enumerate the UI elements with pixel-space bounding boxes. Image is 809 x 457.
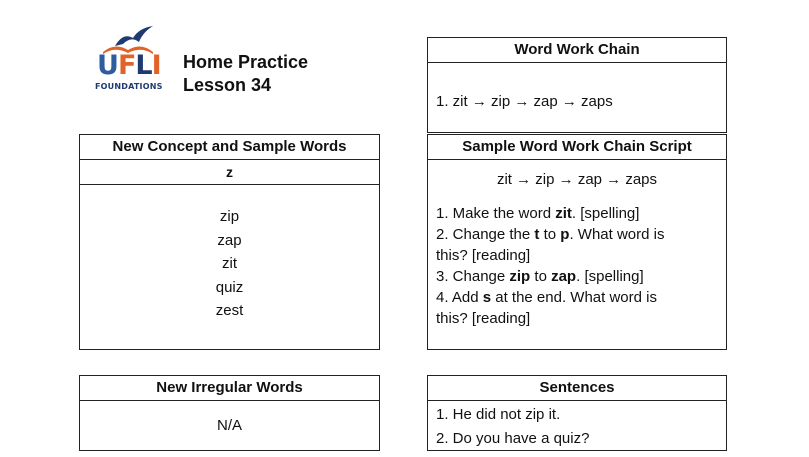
script-steps: [428, 190, 726, 329]
step-bold: p: [560, 226, 570, 243]
step-text: 1. Make the word: [436, 205, 556, 222]
step-bold: t: [534, 226, 540, 243]
step-text: to: [530, 268, 552, 285]
irregular-words-heading: New Irregular Words: [80, 376, 379, 401]
logo-letter: U: [97, 50, 118, 81]
sentence-list: [428, 401, 726, 451]
script-step-1: [436, 203, 726, 224]
word-work-chain-line: 1. zit → zip → zap → zaps: [436, 93, 613, 110]
sample-word: quiz: [215, 278, 244, 296]
step-bold: zap: [551, 268, 577, 285]
script-step-2: [436, 224, 726, 245]
step-text: . [spelling]: [576, 268, 644, 285]
title-line-1: Home Practice: [183, 52, 309, 72]
script-step-3: [436, 266, 726, 287]
script-chain: zit → zip → zap → zaps: [496, 171, 658, 188]
logo-subtitle: FOUNDATIONS: [95, 82, 163, 91]
title-line-2: Lesson 34: [183, 75, 272, 95]
word-work-chain-heading: Word Work Chain: [428, 38, 726, 63]
step-text: 2. Change the: [436, 226, 535, 243]
irregular-words-box: [79, 375, 380, 451]
script-step-2-cont: this? [reading]: [436, 247, 531, 264]
concept-letter: z: [80, 160, 379, 185]
sentences-heading: Sentences: [428, 376, 726, 401]
page-title: [183, 51, 308, 97]
script-step-4-cont: this? [reading]: [436, 310, 531, 327]
step-text: . [spelling]: [571, 205, 640, 222]
sample-word: zit: [222, 255, 237, 273]
word-work-chain-box: [427, 37, 727, 133]
step-text: 4. Add: [436, 289, 483, 306]
sample-word: zest: [215, 302, 244, 320]
sample-word: zip: [219, 208, 240, 225]
step-text: at the end. What word is: [491, 289, 657, 306]
sample-word-list: [80, 185, 379, 323]
step-text: to: [539, 226, 561, 243]
step-bold: zip: [509, 268, 531, 285]
sentence-item: 2. Do you have a quiz?: [436, 430, 590, 447]
logo-letter: F: [117, 50, 136, 81]
logo-letters: [97, 52, 161, 80]
new-concept-box: [79, 134, 380, 350]
logo-letter: I: [151, 50, 161, 81]
step-text: 3. Change: [436, 268, 510, 285]
logo-letter: L: [135, 50, 152, 81]
script-heading: Sample Word Work Chain Script: [428, 135, 726, 160]
sentences-box: [427, 375, 727, 451]
ufli-logo: [95, 24, 161, 96]
step-text: . What word is: [569, 226, 665, 243]
script-box: [427, 134, 727, 350]
script-step-4: [436, 287, 726, 308]
irregular-words-value: N/A: [216, 417, 242, 434]
sample-word: zap: [217, 231, 242, 249]
sentence-item: 1. He did not zip it.: [436, 406, 561, 423]
step-bold: zit: [555, 205, 572, 222]
new-concept-heading: New Concept and Sample Words: [80, 135, 379, 160]
step-bold: s: [482, 289, 492, 306]
